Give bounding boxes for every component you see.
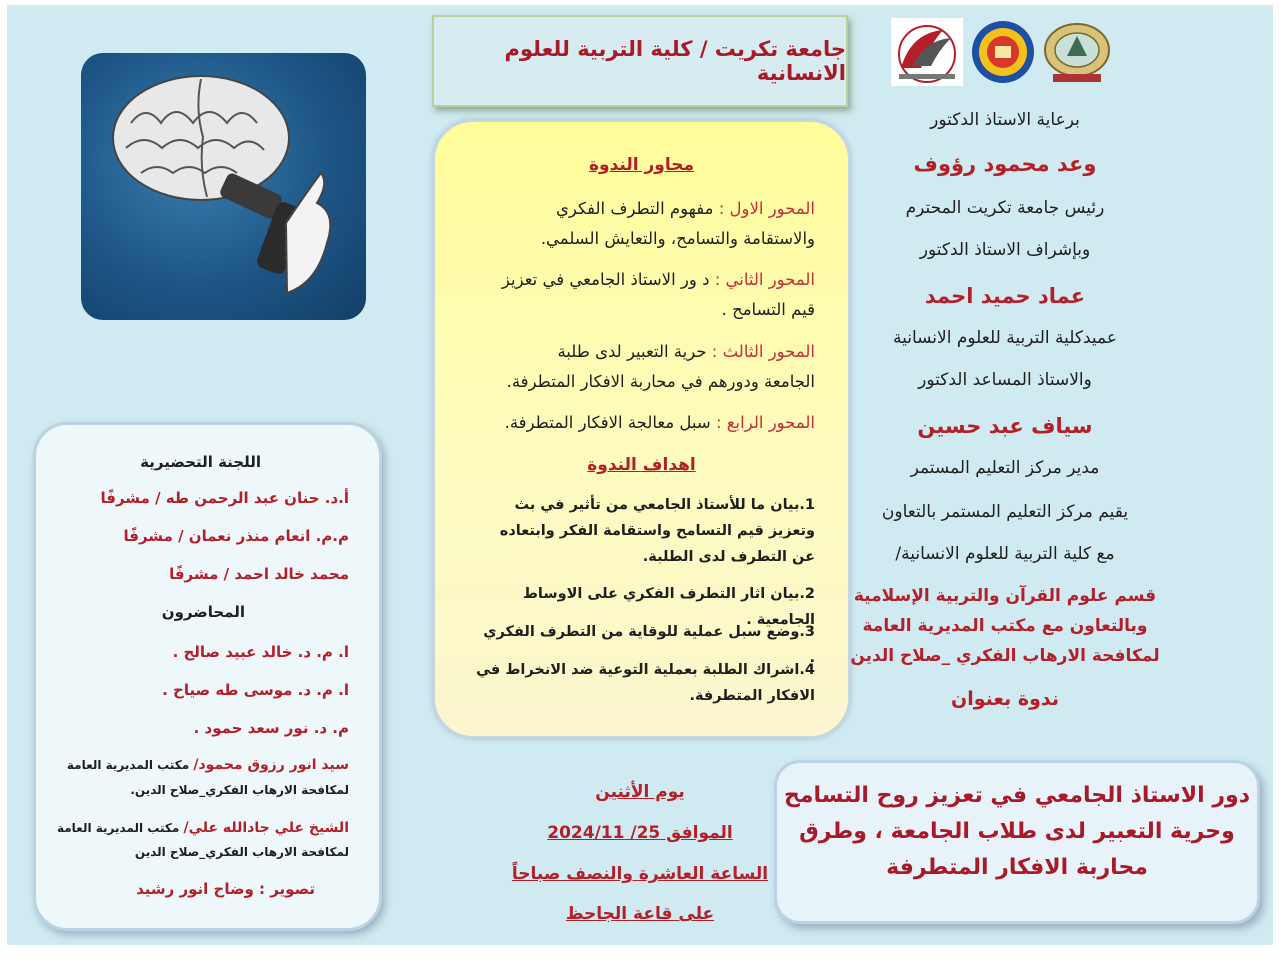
seminar-axes-box bbox=[433, 120, 850, 738]
committee-member: م.م. انعام منذر نعمان / مشرفًا bbox=[123, 527, 349, 545]
axis-text: الجامعة ودورهم في محاربة الافكار المتطرفة. bbox=[506, 372, 815, 391]
axis-label: المحور الثاني : bbox=[714, 270, 815, 289]
axis-text: قيم التسامح . bbox=[721, 300, 815, 319]
sponsorship-line: وبالتعاون مع مكتب المديرية العامة bbox=[862, 616, 1148, 636]
center-logo-icon bbox=[891, 18, 963, 86]
sponsorship-line: وعد محمود رؤوف bbox=[913, 152, 1097, 176]
axis-item-4 bbox=[475, 408, 815, 438]
axis-text: والاستقامة والتسامح، والتعايش السلمي. bbox=[540, 229, 815, 248]
sponsorship-line: برعاية الاستاذ الدكتور bbox=[930, 110, 1080, 130]
sponsorship-line: عميدكلية التربية للعلوم الانسانية bbox=[892, 328, 1117, 348]
event-date: الموافق 25/ 2024/11 bbox=[547, 823, 733, 843]
sponsorship-line: وبإشراف الاستاذ الدكتور bbox=[919, 240, 1091, 260]
committee-member: أ.د. حنان عبد الرحمن طه / مشرفًا bbox=[100, 489, 349, 507]
axis-item-2 bbox=[475, 265, 815, 325]
axis-text: مفهوم التطرف الفكري bbox=[556, 199, 719, 218]
guest-item-2 bbox=[57, 820, 349, 836]
sponsorship-line: قسم علوم القرآن والتربية الإسلامية bbox=[853, 586, 1157, 606]
goal-item-2: 2.بيان اثار التطرف الفكري على الاوساط الجامعية . bbox=[522, 586, 815, 628]
guest-office: مكتب المديرية العامة bbox=[66, 758, 194, 772]
committee-member: محمد خالد احمد / مشرفًا bbox=[169, 565, 349, 583]
topic-line-1: دور الاستاذ الجامعي في تعزيز روح التسامح bbox=[784, 783, 1250, 808]
goals-heading: اهداف الندوة bbox=[587, 455, 696, 475]
sponsorship-line: مدير مركز التعليم المستمر bbox=[910, 458, 1100, 478]
header-title-box bbox=[432, 15, 848, 107]
brain-gun-illustration bbox=[81, 53, 366, 320]
sponsorship-line: رئيس جامعة تكريت المحترم bbox=[905, 198, 1105, 218]
event-venue: على قاعة الجاحظ bbox=[565, 904, 715, 924]
topic-line-3: محاربة الافكار المتطرفة bbox=[886, 855, 1148, 880]
axis-label: المحور الرابع : bbox=[715, 413, 815, 432]
goal-item-3: 3.وضع سبل عملية للوقاية من التطرف الفكري . bbox=[483, 624, 815, 666]
goal-item-1: 1.بيان ما للأستاذ الجامعي من تأثير في بث وتعزيز قيم التسامح واستقامة الفكر وابتعاده عن التطرف لدى الطلبة. bbox=[499, 497, 815, 565]
guest-office-line: لمكافحة الارهاب الفكري_صلاح الدين bbox=[134, 845, 349, 859]
photo-credit: تصوير : وضاح انور رشيد bbox=[136, 880, 315, 898]
committee-box bbox=[33, 422, 382, 931]
axis-label: المحور الاول : bbox=[718, 199, 815, 218]
sponsorship-line: ندوة بعنوان bbox=[950, 688, 1059, 710]
goal-item-4: 4.اشراك الطلبة بعملية التوعية ضد الانخراط في الافكار المتطرفة. bbox=[476, 662, 815, 704]
lecturer-item: م. د. نور سعد حمود . bbox=[193, 719, 349, 737]
topic-line-2: وحرية التعبير لدى طلاب الجامعة ، وطرق bbox=[799, 819, 1235, 844]
sponsorship-line: سياف عبد حسين bbox=[917, 414, 1093, 438]
lecturers-heading: المحاضرون bbox=[161, 603, 245, 621]
header-title: جامعة تكريت / كلية التربية للعلوم الانسانية bbox=[504, 37, 846, 85]
lecturer-item: ا. م. د. خالد عبيد صالح . bbox=[172, 643, 349, 661]
guest-name: الشيخ علي جادالله علي/ bbox=[183, 820, 349, 836]
axis-text: د ور الاستاذ الجامعي في تعزيز bbox=[501, 270, 715, 289]
axis-item-3 bbox=[475, 337, 815, 397]
event-time: الساعة العاشرة والنصف صباحاً bbox=[511, 864, 769, 884]
axes-heading: محاور الندوة bbox=[588, 155, 694, 175]
university-seal-icon bbox=[1041, 18, 1113, 86]
college-seal-icon bbox=[967, 18, 1039, 86]
axis-text: حرية التعبير لدى طلبة bbox=[557, 342, 712, 361]
sponsorship-line: لمكافحة الارهاب الفكري _صلاح الدين bbox=[850, 646, 1160, 666]
axis-item-1 bbox=[475, 194, 815, 254]
sponsorship-line: يقيم مركز التعليم المستمر بالتعاون bbox=[881, 502, 1129, 522]
guest-item-1 bbox=[67, 757, 349, 773]
seminar-topic-box bbox=[774, 760, 1260, 924]
axis-text: سبل معالجة الافكار المتطرفة. bbox=[504, 413, 716, 432]
guest-office: مكتب المديرية العامة bbox=[56, 821, 184, 835]
axis-label: المحور الثالث : bbox=[711, 342, 815, 361]
committee-heading: اللجنة التحضيرية bbox=[140, 453, 261, 471]
event-day: يوم الأثنين bbox=[595, 782, 685, 802]
guest-name: سيد انور رزوق محمود/ bbox=[193, 757, 349, 773]
lecturer-item: ا. م. د. موسى طه صياح . bbox=[162, 681, 349, 699]
sponsorship-line: والاستاذ المساعد الدكتور bbox=[918, 370, 1092, 390]
sponsorship-line: عماد حميد احمد bbox=[924, 284, 1086, 308]
guest-office-line: لمكافحة الارهاب الفكري_صلاح الدين. bbox=[130, 783, 349, 797]
sponsorship-line: مع كلية التربية للعلوم الانسانية/ bbox=[895, 544, 1115, 564]
